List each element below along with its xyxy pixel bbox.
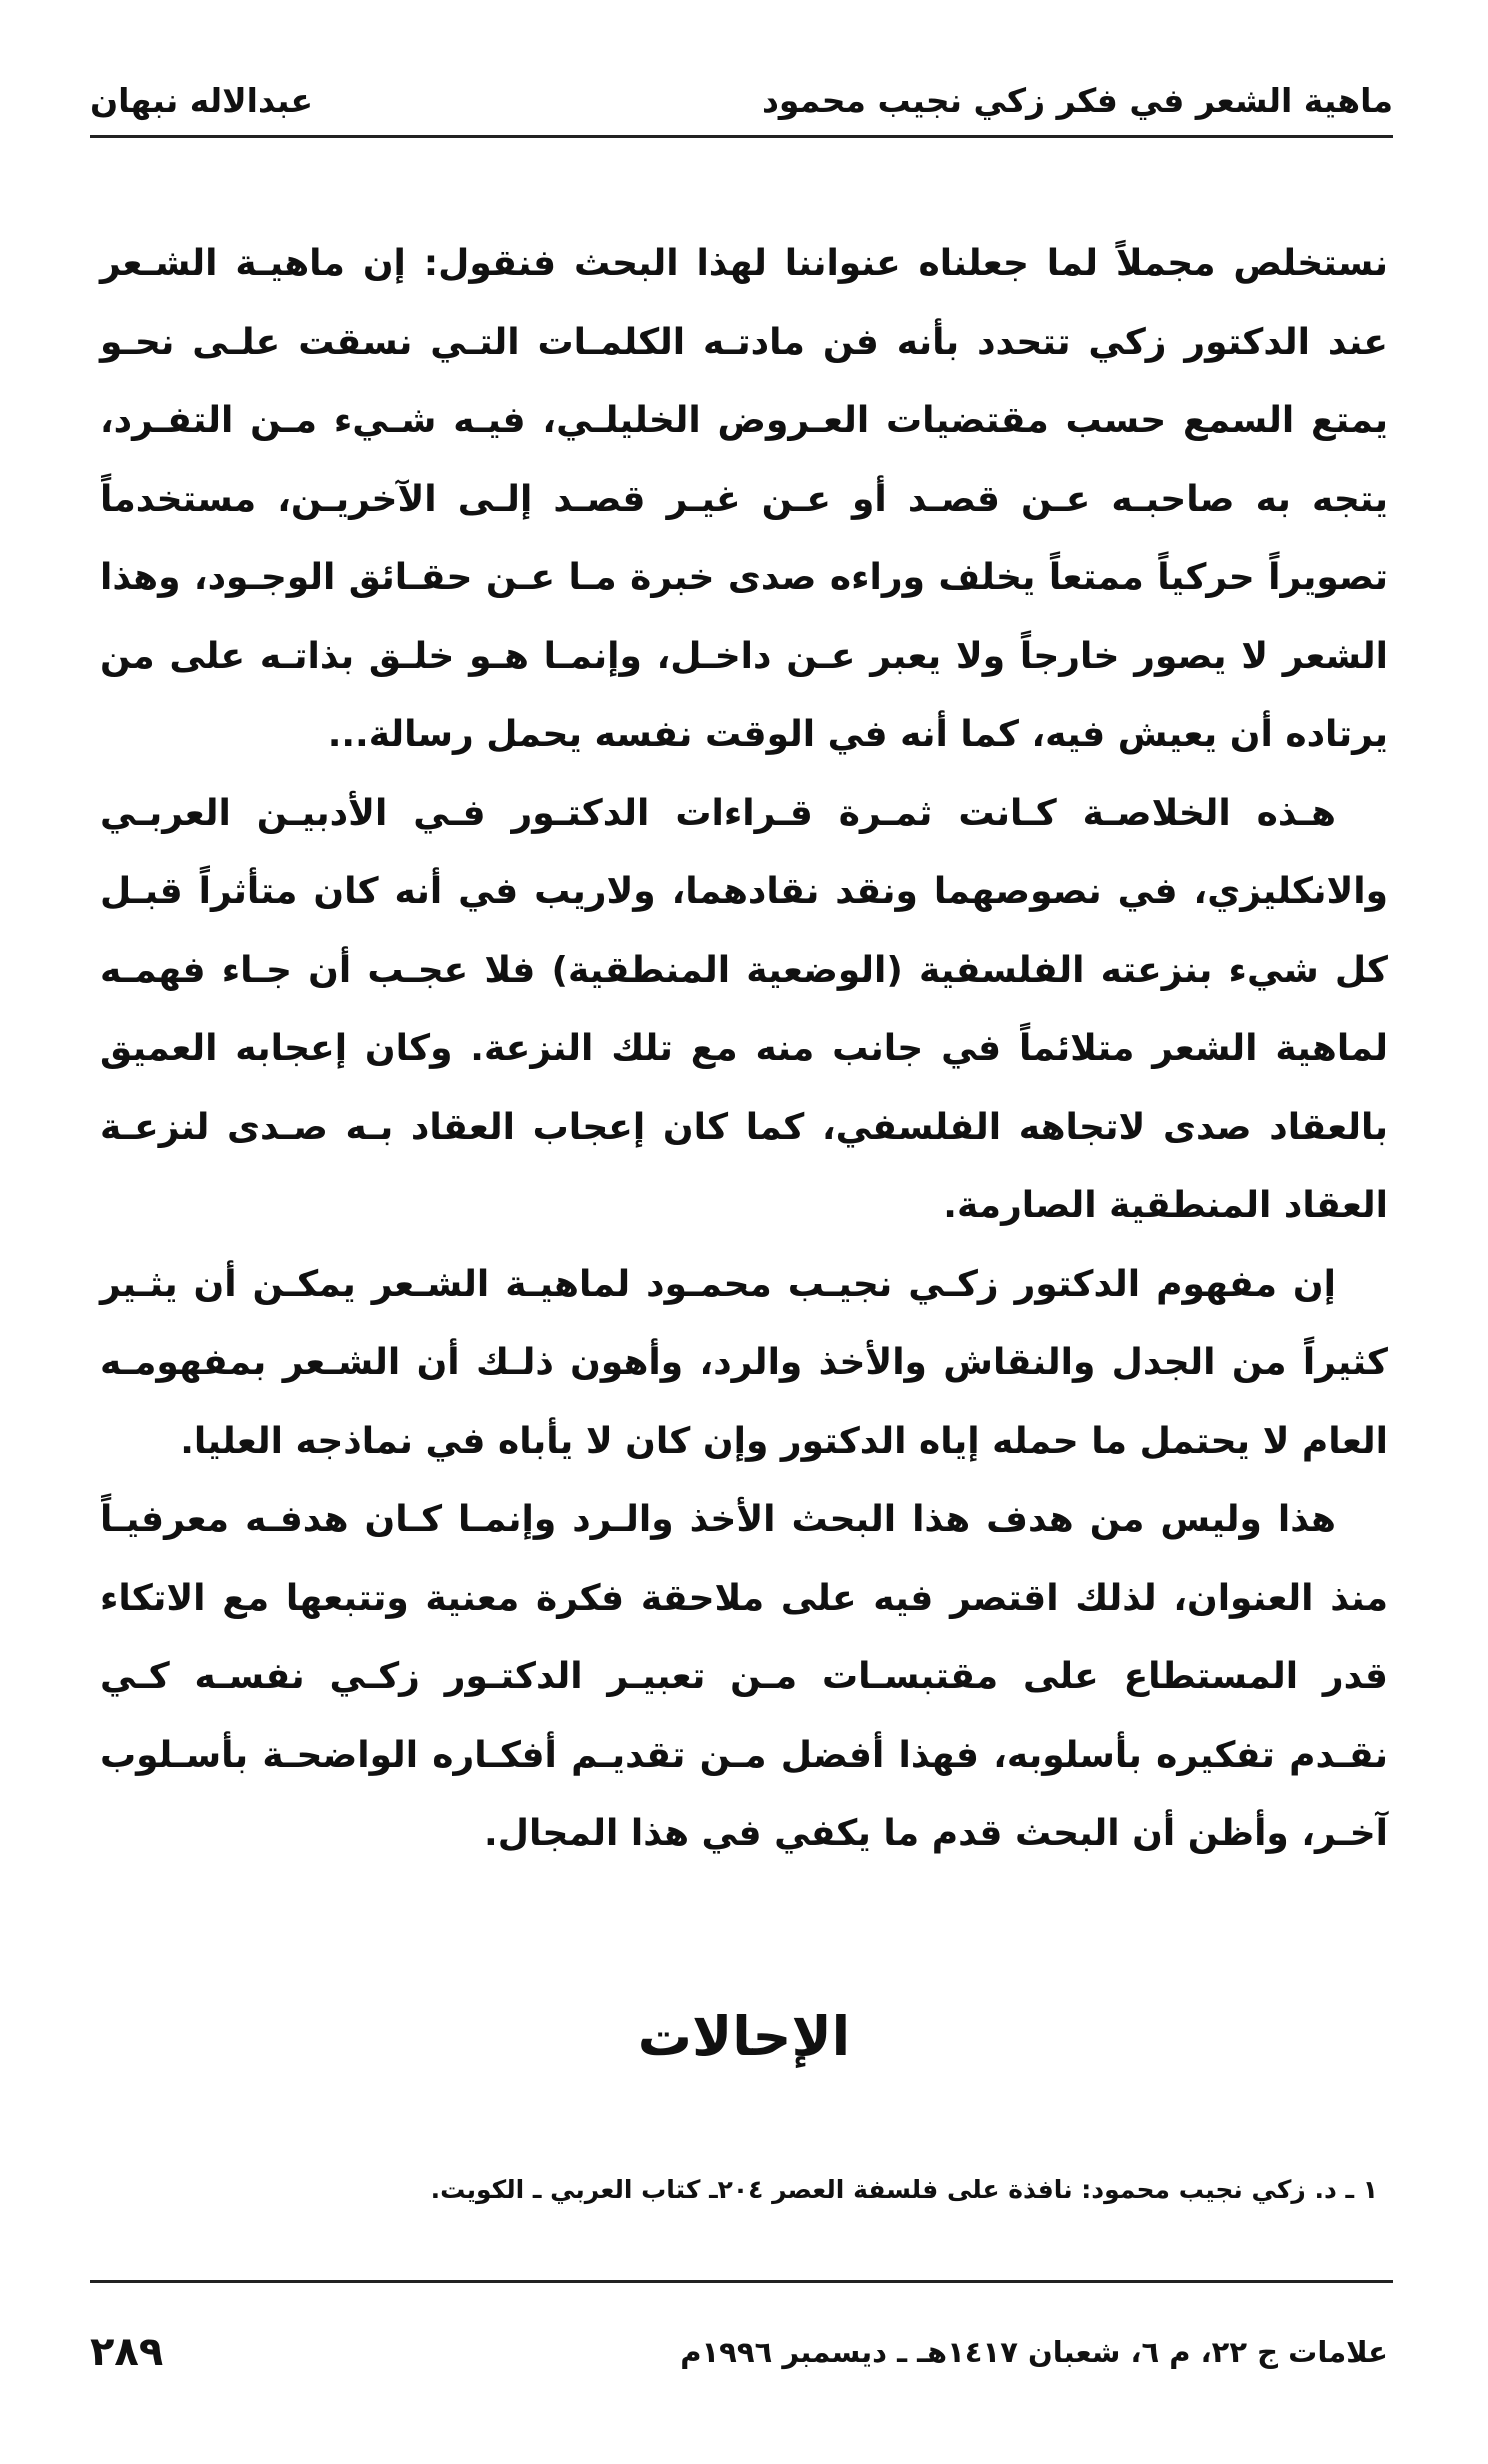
- running-footer: [90, 2322, 1388, 2382]
- header-title: ماهية الشعر في فكر زكي نجيب محمود: [762, 80, 1393, 120]
- header-divider: [90, 135, 1393, 138]
- running-header: [90, 70, 1393, 130]
- paragraph: هذا وليس من هدف هذا البحث الأخذ والـرد وإنمـا كـان هدفـه معرفيـاً منذ العنوان، لذلك اقتصر فيه على ملاحقة فكرة معنية وتتبعها مع الاتكاء قدر المستطاع على مقتبسـات مـن تعبيـر الدكتـور زكـي نفسـه كـي نقـدم تفكيره بأسلوبه، فهذا أفضل مـن تقديـم أفكـاره الواضحـة بأسـلوب آخـر، وأظن أن البحث قدم ما يكفي في هذا المجال.: [100, 1499, 1388, 1854]
- references-heading: الإحالات: [637, 2005, 851, 2068]
- paragraph: إن مفهوم الدكتور زكـي نجيـب محمـود لماهيـة الشـعر يمكـن أن يثـير كثيراً من الجدل والنقاش والأخذ والرد، وأهون ذلـك أن الشـعر بمفهومـه العام لا يحتمل ما حمله إياه الدكتور وإن كان لا يأباه في نماذجه العليا.: [100, 1263, 1388, 1462]
- footnote: ١ ـ د. زكي نجيب محمود: نافذة على فلسفة العصر ٢٠٤ـ كتاب العربي ـ الكويت.: [430, 2175, 1378, 2204]
- journal-info: علامات ج ٢٢، م ٦، شعبان ١٤١٧هـ ـ ديسمبر ١٩٩٦م: [680, 2335, 1388, 2369]
- page-number: ٢٨٩: [90, 2329, 164, 2375]
- header-author: عبدالاله نبهان: [90, 80, 314, 120]
- paragraph: هـذه الخلاصـة كـانت ثمـرة قـراءات الدكتـور فـي الأدبيـن العربـي والانكليزي، في نصوصهما ونقد نقادهما، ولاريب في أنه كان متأثراً قبـل كل شيء بنزعته الفلسفية (الوضعية المنطقية) فلا عجـب أن جـاء فهمـه لماهية الشعر متلائماً في جانب منه مع تلك النزعة. وكان إعجابه العميق بالعقاد صدى لاتجاهه الفلسفي، كما كان إعجاب العقاد بـه صـدى لنزعـة العقاد المنطقية الصارمة.: [100, 792, 1388, 1226]
- paragraph: نستخلص مجملاً لما جعلناه عنواننا لهذا البحث فنقول: إن ماهيـة الشـعر عند الدكتور زكي تتحدد بأنه فن مادتـه الكلمـات التـي نسقت علـى نحـو يمتع السمع حسب مقتضيات العـروض الخليلـي، فيـه شـيء مـن التفـرد، يتجه به صاحبـه عـن قصـد أو عـن غيـر قصـد إلـى الآخريـن، مستخدماً تصويراً حركياً ممتعاً يخلف وراءه صدى خبرة مـا عـن حقـائق الوجـود، وهذا الشعر لا يصور خارجاً ولا يعبر عـن داخـل، وإنمـا هـو خلـق بذاتـه على من يرتاده أن يعيش فيه، كما أنه في الوقت نفسه يحمل رسالة...: [100, 243, 1388, 755]
- footer-divider: [90, 2280, 1393, 2283]
- article-body: [100, 225, 1388, 1874]
